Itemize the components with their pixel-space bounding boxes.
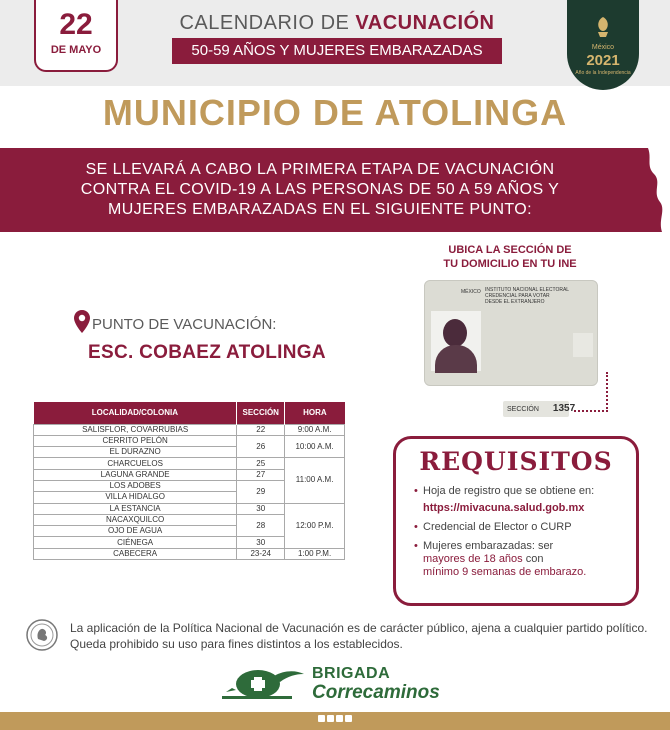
date-day: 22 [59,8,93,41]
seccion-cell: 26 [237,435,285,458]
coat-of-arms-icon [26,619,58,651]
localidad-cell: CABECERA [34,548,237,559]
localidad-cell: CERRITO PELÓN [34,435,237,446]
banner-ribbon-end [622,148,670,232]
location-pin-icon [73,310,91,334]
localidad-cell: CIÉNEGA [34,537,237,548]
localidad-cell: LA ESTANCIA [34,503,237,514]
table-row [34,424,345,435]
announcement-text [30,160,610,220]
date-badge [34,0,118,72]
announcement-line-2: CONTRA EL COVID-19 A LAS PERSONAS DE 50 A 59 AÑOS Y [80,181,560,198]
municipio-title: MUNICIPIO DE ATOLINGA [102,92,568,133]
ine-card-image [424,280,598,386]
localidad-cell: CHARCUELOS [34,458,237,469]
requisito-registro: Hoja de registro que se obtiene en: [423,485,595,497]
eagle-seal-icon [595,16,611,38]
seccion-cell: 23-24 [237,548,285,559]
table-header-row [34,402,345,424]
bullet-icon: • [414,521,418,533]
schedule-table [33,402,345,560]
facebook-icon[interactable] [318,715,325,722]
announcement-banner [0,148,640,232]
ine-card-institute: INSTITUTO NACIONAL ELECTORAL [485,287,570,293]
list-item [414,521,628,534]
bullet-icon: • [414,540,418,552]
seal-caption: Año de la Independencia [575,70,631,76]
announcement-line-3: MUJERES EMBARAZADAS EN EL SIGUIENTE PUNTO: [108,201,532,218]
requisitos-list [414,485,628,585]
seccion-cell: 22 [237,424,285,435]
ine-person-icon [443,319,467,347]
ine-card-thumbnail [573,333,593,357]
calendar-title [172,12,502,35]
requisito-embarazadas-semanas: mínimo 9 semanas de embarazo. [423,566,587,578]
hora-cell: 11:00 A.M. [285,458,345,503]
localidad-cell: SALISFLOR, COVARRUBIAS [34,424,237,435]
ine-instruction-line-2: TU DOMICILIO EN TU INE [443,258,577,270]
seal-text: México [591,44,615,51]
seccion-cell: 30 [237,537,285,548]
ine-card-line-2: CREDENCIAL PARA VOTAR [485,293,550,299]
seccion-cell: 25 [237,458,285,469]
youtube-icon[interactable] [345,715,352,722]
requisito-credencial: Credencial de Elector o CURP [423,521,572,533]
requisito-embarazadas-edad: mayores de 18 años [423,553,523,565]
calendar-title-prefix: CALENDARIO DE [179,12,356,34]
table-row [34,503,345,514]
header-hora: HORA [285,402,345,424]
ine-instruction-line-1: UBICA LA SECCIÓN DE [448,244,572,256]
seccion-cell: 30 [237,503,285,514]
instagram-icon[interactable] [336,715,343,722]
table-row [34,435,345,446]
localidad-cell: NACAXQUILCO [34,514,237,525]
twitter-icon[interactable] [327,715,334,722]
bullet-icon: • [414,485,418,497]
social-icons [318,715,354,727]
requisitos-box [393,436,639,606]
requisito-embarazadas-prefix: Mujeres embarazadas: ser [423,540,554,552]
calendar-title-bold: VACUNACIÓN [355,12,495,34]
announcement-line-1: SE LLEVARÁ A CABO LA PRIMERA ETAPA DE VACUNACIÓN [85,161,555,178]
localidad-cell: VILLA HIDALGO [34,492,237,503]
mexico-2021-seal [567,0,639,90]
ine-card-header [485,287,595,305]
localidad-cell: EL DURAZNO [34,447,237,458]
requisito-embarazadas-mid: con [522,553,544,565]
seccion-cell: 28 [237,514,285,537]
localidad-cell: LAGUNA GRANDE [34,469,237,480]
table-row [34,458,345,469]
seccion-cell: 29 [237,480,285,503]
header-seccion: SECCIÓN [237,402,285,424]
table-row [34,548,345,559]
disclaimer-text: La aplicación de la Política Nacional de Vacunación es de carácter público, ajena a cualquier partido político. Queda prohibido su uso para fines distintos a los establecidos. [70,621,648,651]
correcaminos-title: Correcaminos [312,682,440,703]
roadrunner-logo-icon [222,662,306,702]
ine-card-country: MÉXICO [461,289,481,295]
list-item [414,540,628,579]
seccion-value: 1357 [552,403,576,414]
hora-cell: 1:00 P.M. [285,548,345,559]
punto-value: ESC. COBAEZ ATOLINGA [88,342,326,363]
calendar-subtitle: 50-59 AÑOS Y MUJERES EMBARAZADAS [172,38,502,64]
header-localidad: LOCALIDAD/COLONIA [34,402,237,424]
localidad-cell: LOS ADOBES [34,480,237,491]
ine-card-line-3: DESDE EL EXTRANJERO [485,299,545,305]
hora-cell: 12:00 P.M. [285,503,345,548]
seccion-highlight [503,401,576,417]
seal-year: 2021 [586,52,620,69]
list-item [414,485,628,515]
date-month: DE MAYO [50,44,102,56]
hora-cell: 10:00 A.M. [285,435,345,458]
dotted-connector [574,372,608,412]
localidad-cell: OJO DE AGUA [34,526,237,537]
punto-label: PUNTO DE VACUNACIÓN: [92,316,277,333]
mivacuna-link[interactable]: https://mivacuna.salud.gob.mx [423,502,585,514]
ine-instruction [420,243,600,271]
requisitos-title: REQUISITOS [419,447,613,476]
hora-cell: 9:00 A.M. [285,424,345,435]
brigada-title: BRIGADA [312,665,391,682]
seccion-label: SECCIÓN [507,406,539,413]
seccion-cell: 27 [237,469,285,480]
